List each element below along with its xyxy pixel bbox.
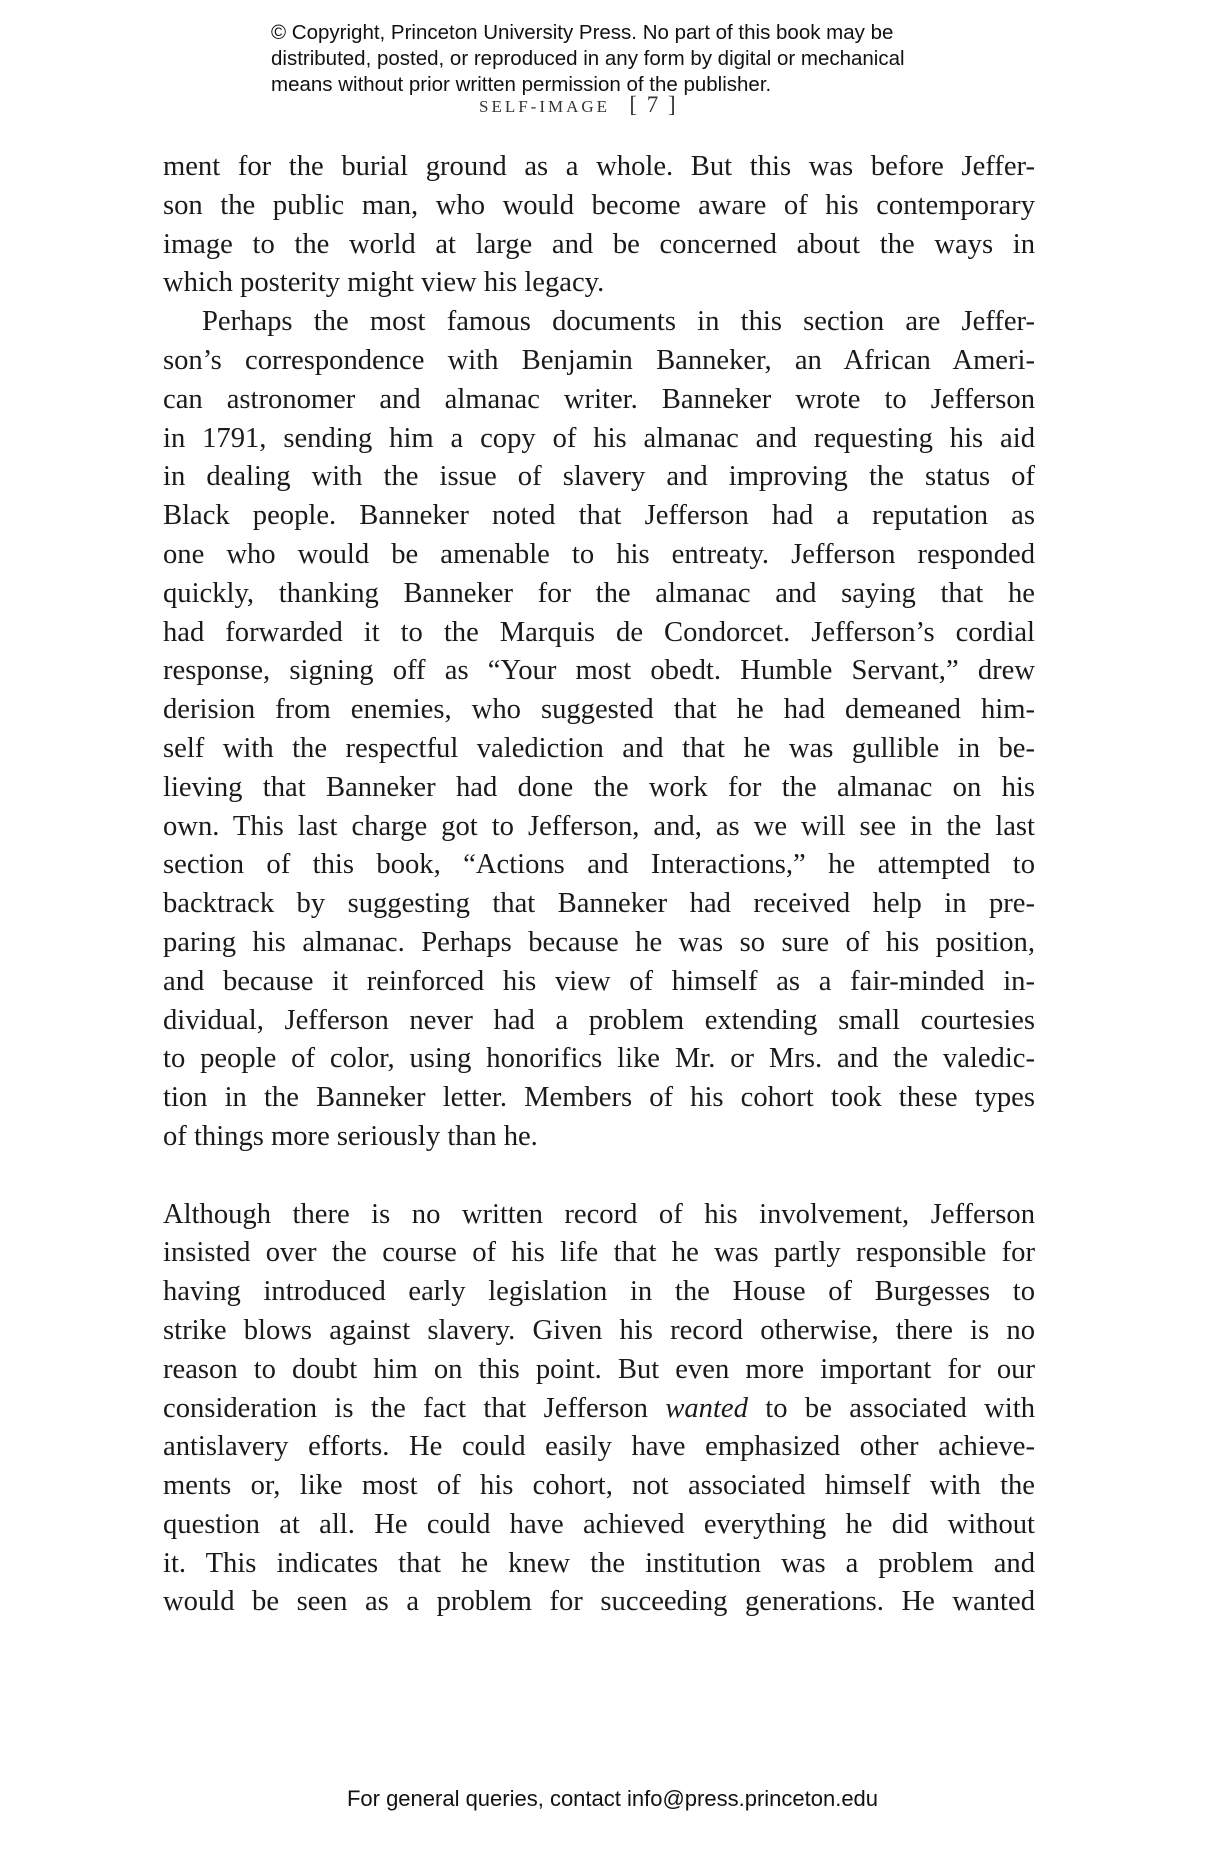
text-line: had forwarded it to the Marquis de Condorcet. Jefferson’s cordial <box>163 616 1035 648</box>
paragraph-2 <box>163 303 1035 1157</box>
text-run: to be associated with <box>747 1392 1035 1424</box>
text-line: Although there is no written record of his involvement, Jefferson <box>163 1198 1035 1230</box>
text-line: reason to doubt him on this point. But even more important for our <box>163 1353 1035 1385</box>
text-line: image to the world at large and be concerned about the ways in <box>163 228 1035 260</box>
section-break <box>163 1157 1035 1196</box>
text-line: of things more seriously than he. <box>163 1120 538 1152</box>
text-line: ments or, like most of his cohort, not associated himself with the <box>163 1470 1035 1502</box>
text-line: dividual, Jefferson never had a problem extending small courtesies <box>163 1004 1035 1036</box>
text-line: quickly, thanking Banneker for the almanac and saying that he <box>163 577 1035 609</box>
text-line: Perhaps the most famous documents in this section are Jeffer- <box>202 306 1035 338</box>
text-line: lieving that Banneker had done the work for the almanac on his <box>163 771 1035 803</box>
text-line: Black people. Banneker noted that Jefferson had a reputation as <box>163 500 1035 532</box>
text-line: and because it reinforced his view of himself as a fair-minded in- <box>163 965 1035 997</box>
paragraph-1 <box>163 148 1035 303</box>
text-line: backtrack by suggesting that Banneker had received help in pre- <box>163 888 1035 920</box>
text-line-with-emphasis <box>163 1390 1035 1429</box>
text-line: having introduced early legislation in the House of Burgesses to <box>163 1276 1035 1308</box>
copyright-line: © Copyright, Princeton University Press. No part of this book may be <box>271 21 894 44</box>
text-line: in 1791, sending him a copy of his almanac and requesting his aid <box>163 422 1035 454</box>
paragraph-3 <box>163 1196 1035 1623</box>
text-line: derision from enemies, who suggested that he had demeaned him- <box>163 694 1035 726</box>
body-text <box>163 148 1035 1622</box>
text-line: strike blows against slavery. Given his record otherwise, there is no <box>163 1314 1035 1346</box>
footer-contact: For general queries, contact info@press.princeton.edu <box>346 1786 879 1811</box>
text-line: tion in the Banneker letter. Members of his cohort took these types <box>163 1082 1035 1114</box>
text-line: in dealing with the issue of slavery and improving the status of <box>163 461 1035 493</box>
copyright-line: distributed, posted, or reproduced in any form by digital or mechanical <box>271 47 905 70</box>
text-line: would be seen as a problem for succeeding generations. He wanted <box>163 1586 1035 1618</box>
text-line: own. This last charge got to Jefferson, and, as we will see in the last <box>163 810 1035 842</box>
text-run: consideration is the fact that Jefferson <box>163 1392 666 1424</box>
copyright-line: means without prior written permission of the publisher. <box>271 73 772 96</box>
text-line: it. This indicates that he knew the institution was a problem and <box>163 1547 1035 1579</box>
text-line: paring his almanac. Perhaps because he was so sure of his position, <box>163 926 1035 958</box>
running-head-title: SELF-IMAGE <box>479 97 611 116</box>
text-line: self with the respectful valediction and that he was gullible in be- <box>163 732 1035 764</box>
text-line: son the public man, who would become aware of his contemporary <box>163 189 1035 221</box>
text-line: son’s correspondence with Benjamin Banneker, an African Ameri- <box>163 344 1035 376</box>
text-line: which posterity might view his legacy. <box>163 267 605 299</box>
text-line: response, signing off as “Your most obedt. Humble Servant,” drew <box>163 655 1035 687</box>
text-line: one who would be amenable to his entreaty. Jefferson responded <box>163 538 1035 570</box>
text-line: ment for the burial ground as a whole. But this was before Jeffer- <box>163 151 1035 182</box>
text-line: antislavery efforts. He could easily have emphasized other achieve- <box>163 1431 1035 1463</box>
emphasized-word: wanted <box>665 1392 748 1424</box>
text-line: can astronomer and almanac writer. Banneker wrote to Jefferson <box>163 383 1035 415</box>
running-head <box>479 92 678 118</box>
page-number: [ 7 ] <box>629 92 678 117</box>
text-line: section of this book, “Actions and Interactions,” he attempted to <box>163 849 1035 881</box>
copyright-notice <box>271 20 1031 98</box>
text-line: question at all. He could have achieved everything he did without <box>163 1508 1035 1540</box>
text-line: to people of color, using honorifics like Mr. or Mrs. and the valedic- <box>163 1043 1035 1075</box>
text-line: insisted over the course of his life that he was partly responsible for <box>163 1237 1035 1269</box>
